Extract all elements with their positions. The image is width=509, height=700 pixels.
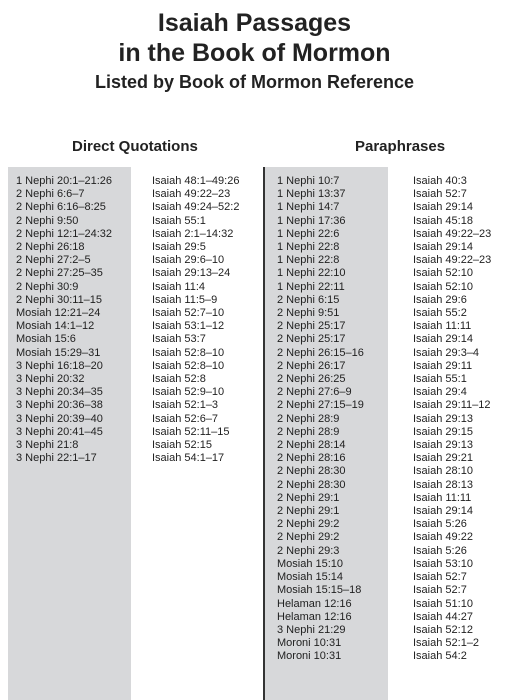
reference-entry: Isaiah 29:13 (413, 439, 473, 452)
reference-entry: 2 Nephi 26:17 (277, 359, 346, 372)
reference-entry: Isaiah 55:2 (413, 307, 467, 320)
reference-entry: 1 Nephi 22:8 (277, 254, 340, 267)
reference-entry: Isaiah 52:7 (413, 188, 467, 201)
reference-entry: Isaiah 53:1–12 (152, 320, 225, 333)
reference-entry: Isaiah 54:1–17 (152, 452, 225, 465)
page-subtitle: Listed by Book of Mormon Reference (94, 72, 415, 92)
reference-entry: Isaiah 52:7–10 (152, 307, 225, 320)
reference-entry: Mosiah 15:29–31 (16, 346, 101, 359)
reference-entry: 1 Nephi 13:37 (277, 188, 346, 201)
paraphrase-isaiah-column (413, 175, 491, 664)
reference-entry: Isaiah 52:10 (413, 280, 473, 293)
reference-entry: Isaiah 29:11 (413, 359, 473, 372)
reference-entry: Isaiah 51:10 (413, 597, 473, 610)
reference-entry: Isaiah 52:7 (413, 584, 467, 597)
reference-entry: Isaiah 48:1–49:26 (152, 175, 240, 187)
reference-entry: 2 Nephi 28:30 (277, 465, 346, 478)
reference-entry: Mosiah 15:10 (277, 557, 344, 570)
reference-entry: 2 Nephi 28:14 (277, 439, 346, 452)
reference-entry: Isaiah 29:5 (152, 241, 206, 254)
reference-entry: 2 Nephi 6:6–7 (16, 188, 85, 201)
reference-entry: Isaiah 54:2 (413, 650, 467, 663)
reference-entry: 2 Nephi 29:1 (277, 491, 340, 504)
reference-entry: 2 Nephi 30:9 (16, 280, 79, 293)
reference-entry: Isaiah 29:14 (413, 505, 473, 518)
reference-entry: 2 Nephi 29:1 (277, 505, 340, 518)
reference-entry: 2 Nephi 27:2–5 (16, 254, 91, 267)
reference-entry: Isaiah 29:13–24 (152, 267, 231, 280)
reference-entry: 2 Nephi 27:15–19 (277, 399, 364, 412)
reference-entry: 2 Nephi 27:6–9 (277, 386, 352, 399)
page-title-line-1: Isaiah Passages (157, 9, 352, 37)
reference-entry: Isaiah 29:4 (413, 386, 467, 399)
reference-entry: 2 Nephi 30:11–15 (16, 293, 103, 306)
reference-entry: 2 Nephi 29:2 (277, 518, 340, 531)
reference-entry: Isaiah 52:8–10 (152, 359, 225, 372)
reference-entry: 2 Nephi 27:25–35 (16, 267, 103, 280)
reference-entry: 3 Nephi 16:18–20 (16, 359, 103, 372)
reference-entry: Isaiah 52:8–10 (152, 346, 225, 359)
reference-entry: Mosiah 15:14 (277, 571, 344, 584)
reference-entry: Mosiah 14:1–12 (16, 320, 95, 333)
reference-entry: Isaiah 52:7 (413, 571, 467, 584)
reference-entry: Isaiah 11:11 (413, 491, 472, 504)
reference-entry: Moroni 10:31 (277, 637, 342, 650)
reference-entry: 2 Nephi 25:17 (277, 320, 346, 333)
reference-entry: Isaiah 5:26 (413, 518, 467, 531)
reference-entry: Helaman 12:16 (277, 610, 352, 623)
reference-entry: 2 Nephi 29:3 (277, 544, 340, 557)
reference-entry: Isaiah 53:10 (413, 557, 473, 570)
page-title-line-2: in the Book of Mormon (118, 39, 391, 67)
reference-entry: Isaiah 52:15 (152, 439, 212, 452)
reference-entry: 1 Nephi 17:36 (277, 214, 346, 227)
reference-entry: Isaiah 52:1–2 (413, 637, 480, 650)
reference-entry: 1 Nephi 22:11 (277, 280, 345, 293)
section-divider (263, 167, 265, 700)
reference-entry: 2 Nephi 26:25 (277, 373, 346, 386)
reference-entry: 2 Nephi 9:51 (277, 307, 340, 320)
reference-entry: Isaiah 49:22–23 (413, 227, 492, 240)
reference-entry: Isaiah 52:11–15 (152, 425, 230, 438)
reference-entry: Isaiah 40:3 (413, 175, 467, 187)
reference-entry: 3 Nephi 20:36–38 (16, 399, 103, 412)
reference-entry: Mosiah 15:15–18 (277, 584, 362, 597)
reference-entry: 3 Nephi 20:39–40 (16, 412, 103, 425)
reference-entry: Isaiah 11:5–9 (152, 293, 218, 306)
reference-entry: Isaiah 29:21 (413, 452, 473, 465)
reference-entry: Isaiah 52:9–10 (152, 386, 225, 399)
reference-entry: Isaiah 29:13 (413, 412, 473, 425)
reference-entry: Isaiah 52:8 (152, 373, 206, 386)
reference-entry: Helaman 12:16 (277, 597, 352, 610)
reference-entry: Isaiah 29:6 (413, 293, 467, 306)
direct-isaiah-column (152, 175, 239, 465)
reference-entry: 1 Nephi 14:7 (277, 201, 340, 214)
reference-entry: 2 Nephi 28:30 (277, 478, 346, 491)
reference-entry: Isaiah 29:15 (413, 425, 473, 438)
paraphrases-heading: Paraphrases (355, 138, 446, 155)
reference-entry: Isaiah 49:24–52:2 (152, 201, 240, 214)
reference-entry: Isaiah 52:6–7 (152, 412, 219, 425)
reference-entry: 2 Nephi 28:16 (277, 452, 346, 465)
reference-entry: 3 Nephi 21:29 (277, 623, 346, 636)
reference-entry: 3 Nephi 20:34–35 (16, 386, 103, 399)
reference-entry: Isaiah 49:22–23 (152, 188, 231, 201)
direct-bom-column (16, 175, 112, 465)
reference-entry: Isaiah 55:1 (152, 214, 206, 227)
direct-quotations-heading: Direct Quotations (72, 138, 198, 155)
reference-entry: 2 Nephi 12:1–24:32 (16, 227, 113, 240)
reference-entry: 1 Nephi 22:6 (277, 227, 340, 240)
reference-entry: Isaiah 52:1–3 (152, 399, 219, 412)
reference-entry: Isaiah 29:6–10 (152, 254, 225, 267)
reference-entry: Isaiah 49:22 (413, 531, 473, 544)
reference-entry: 3 Nephi 22:1–17 (16, 452, 97, 465)
reference-entry: Isaiah 5:26 (413, 544, 467, 557)
reference-entry: 2 Nephi 28:9 (277, 425, 340, 438)
reference-entry: 1 Nephi 22:8 (277, 241, 340, 254)
reference-entry: Isaiah 52:12 (413, 623, 473, 636)
reference-entry: Isaiah 28:13 (413, 478, 473, 491)
reference-entry: 2 Nephi 9:50 (16, 214, 79, 227)
reference-entry: Isaiah 52:10 (413, 267, 473, 280)
reference-entry: 2 Nephi 29:2 (277, 531, 340, 544)
reference-entry: 3 Nephi 21:8 (16, 439, 79, 452)
reference-entry: Isaiah 45:18 (413, 214, 473, 227)
reference-entry: Mosiah 12:21–24 (16, 307, 101, 320)
reference-entry: Isaiah 55:1 (413, 373, 467, 386)
reference-entry: 2 Nephi 25:17 (277, 333, 346, 346)
reference-entry: Isaiah 53:7 (152, 333, 206, 346)
paraphrase-bom-column (277, 175, 364, 664)
reference-entry: Isaiah 11:11 (413, 320, 472, 333)
reference-entry: Isaiah 44:27 (413, 610, 473, 623)
reference-entry: Isaiah 49:22–23 (413, 254, 492, 267)
reference-entry: Isaiah 2:1–14:32 (152, 227, 234, 240)
reference-entry: 2 Nephi 6:16–8:25 (16, 201, 106, 214)
reference-entry: Mosiah 15:6 (16, 333, 76, 346)
reference-entry: 1 Nephi 20:1–21:26 (16, 175, 113, 187)
title-block (0, 8, 509, 94)
reference-entry: Isaiah 28:10 (413, 465, 473, 478)
reference-entry: 2 Nephi 26:15–16 (277, 346, 364, 359)
reference-entry: 1 Nephi 10:7 (277, 175, 340, 187)
reference-entry: Isaiah 29:14 (413, 333, 473, 346)
reference-entry: Isaiah 11:4 (152, 280, 206, 293)
reference-entry: Moroni 10:31 (277, 650, 342, 663)
reference-entry: Isaiah 29:3–4 (413, 346, 480, 359)
reference-entry: Isaiah 29:14 (413, 201, 473, 214)
reference-entry: 3 Nephi 20:32 (16, 373, 85, 386)
reference-entry: 2 Nephi 6:15 (277, 293, 340, 306)
reference-entry: 2 Nephi 28:9 (277, 412, 340, 425)
reference-entry: Isaiah 29:11–12 (413, 399, 491, 412)
reference-entry: 3 Nephi 20:41–45 (16, 425, 103, 438)
reference-entry: 2 Nephi 26:18 (16, 241, 85, 254)
reference-entry: Isaiah 29:14 (413, 241, 473, 254)
reference-entry: 1 Nephi 22:10 (277, 267, 346, 280)
